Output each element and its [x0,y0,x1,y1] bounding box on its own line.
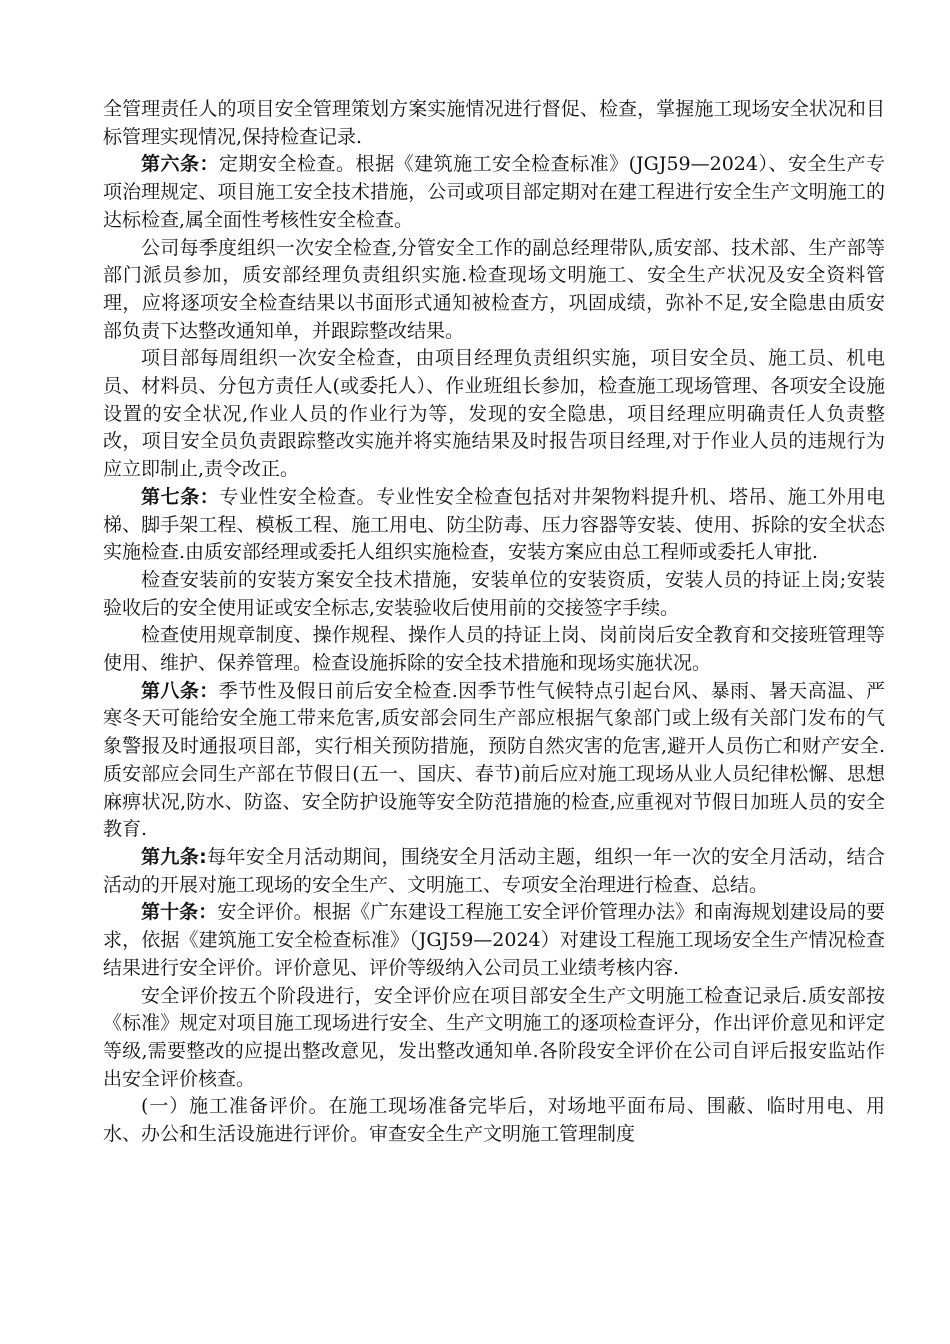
paragraph-3 [103,235,885,346]
paragraph-text: 安全评价。根据《广东建设工程施工安全评价管理办法》和南海规划建设局的要求，依据《建筑施工安全检查标准》（JGJ59—2024）对建设工程施工现场安全生产情况检查结果进行安全评价。评价意见、评价等级纳入公司员工业绩考核内容. [103,901,885,979]
article-title: 第六条： [141,153,220,176]
article-10 [103,899,885,982]
article-title: 第十条： [141,901,218,924]
article-7 [103,484,885,567]
paragraph-text: 专业性安全检查。专业性安全检查包括对井架物料提升机、塔吊、施工外用电梯、脚手架工程、模板工程、施工用电、防尘防毒、压力容器等安装、使用、拆除的安全状态实施检查.由质安部经理或委托人组织实施检查，安装方案应由总工程师或委托人审批. [103,485,885,564]
paragraph-1 [103,96,885,151]
paragraph-text: 公司每季度组织一次安全检查,分管安全工作的副总经理带队,质安部、技术部、生产部等部门派员参加，质安部经理负责组织实施.检查现场文明施工、安全生产状况及安全资料管理，应将逐项安全检查结果以书面形式通知被检查方，巩固成绩，弥补不足,安全隐患由质安部负责下达整改通知单，并跟踪整改结果。 [103,236,885,342]
paragraph-text: 检查使用规章制度、操作规程、操作人员的持证上岗、岗前岗后安全教育和交接班管理等使用、维护、保养管理。检查设施拆除的安全技术措施和现场实施状况。 [103,624,885,675]
paragraph-text: 定期安全检查。根据《建筑施工安全检查标准》(JGJ59—2024）、安全生产专项治理规定、项目施工安全技术措施，公司或项目部定期对在建工程进行安全生产文明施工的达标检查,属全面性考核性安全检查。 [103,153,885,231]
article-title: 第八条： [141,679,219,702]
article-title: 第七条： [141,485,220,508]
paragraph-text: 项目部每周组织一次安全检查，由项目经理负责组织实施，项目安全员、施工员、机电员、材料员、分包方责任人(或委托人）、作业班组长参加，检查施工现场管理、各项安全设施设置的安全状况,作业人员的作业行为等，发现的安全隐患，项目经理应明确责任人负责整改，项目安全员负责跟踪整改实施并将实施结果及时报告项目经理,对于作业人员的违规行为应立即制止,责令改正。 [103,347,885,481]
article-6 [103,151,885,234]
paragraph-text: 季节性及假日前后安全检查.因季节性气候特点引起台风、暴雨、暑天高温、严寒冬天可能给安全施工带来危害,质安部会同生产部应根据气象部门或上级有关部门发布的气象警报及时通报项目部，实行相关预防措施，预防自然灾害的危害,避开人员伤亡和财产安全.质安部应会同生产部在节假日(五一、国庆、春节)前后应对施工现场从业人员纪律松懈、思想麻痹状况,防水、防盗、安全防护设施等安全防范措施的检查,应重视对节假日加班人员的安全教育. [103,679,885,841]
paragraph-4 [103,345,885,484]
paragraph-text: 每年安全月活动期间，围绕安全月活动主题，组织一年一次的安全月活动，结合活动的开展对施工现场的安全生产、文明施工、专项安全治理进行检查、总结。 [103,845,885,896]
paragraph-text: 检查安装前的安装方案安全技术措施，安装单位的安装资质，安装人员的持证上岗;安装验收后的安全使用证或安全标志,安装验收后使用前的交接签字手续。 [103,568,885,619]
paragraph-7 [103,622,885,677]
paragraph-text: 安全评价按五个阶段进行，安全评价应在项目部安全生产文明施工检查记录后.质安部按《标准》规定对项目施工现场进行安全、生产文明施工的逐项检查评分，作出评价意见和评定等级,需要整改的应提出整改意见，发出整改通知单.各阶段安全评价在公司自评后报安监站作出安全评价核查。 [103,984,885,1090]
article-8 [103,678,885,844]
article-9 [103,844,885,899]
document-page [103,96,885,1149]
article-title: 第九条: [141,845,207,868]
paragraph-text: 全管理责任人的项目安全管理策划方案实施情况进行督促、检查，掌握施工现场安全状况和目标管理实现情况,保持检查记录. [103,98,885,148]
paragraph-11 [103,983,885,1094]
paragraph-text: (一）施工准备评价。在施工现场准备完毕后，对场地平面布局、围蔽、临时用电、用水、办公和生活设施进行评价。审查安全生产文明施工管理制度 [103,1095,885,1146]
paragraph-12 [103,1093,885,1148]
paragraph-6 [103,567,885,622]
